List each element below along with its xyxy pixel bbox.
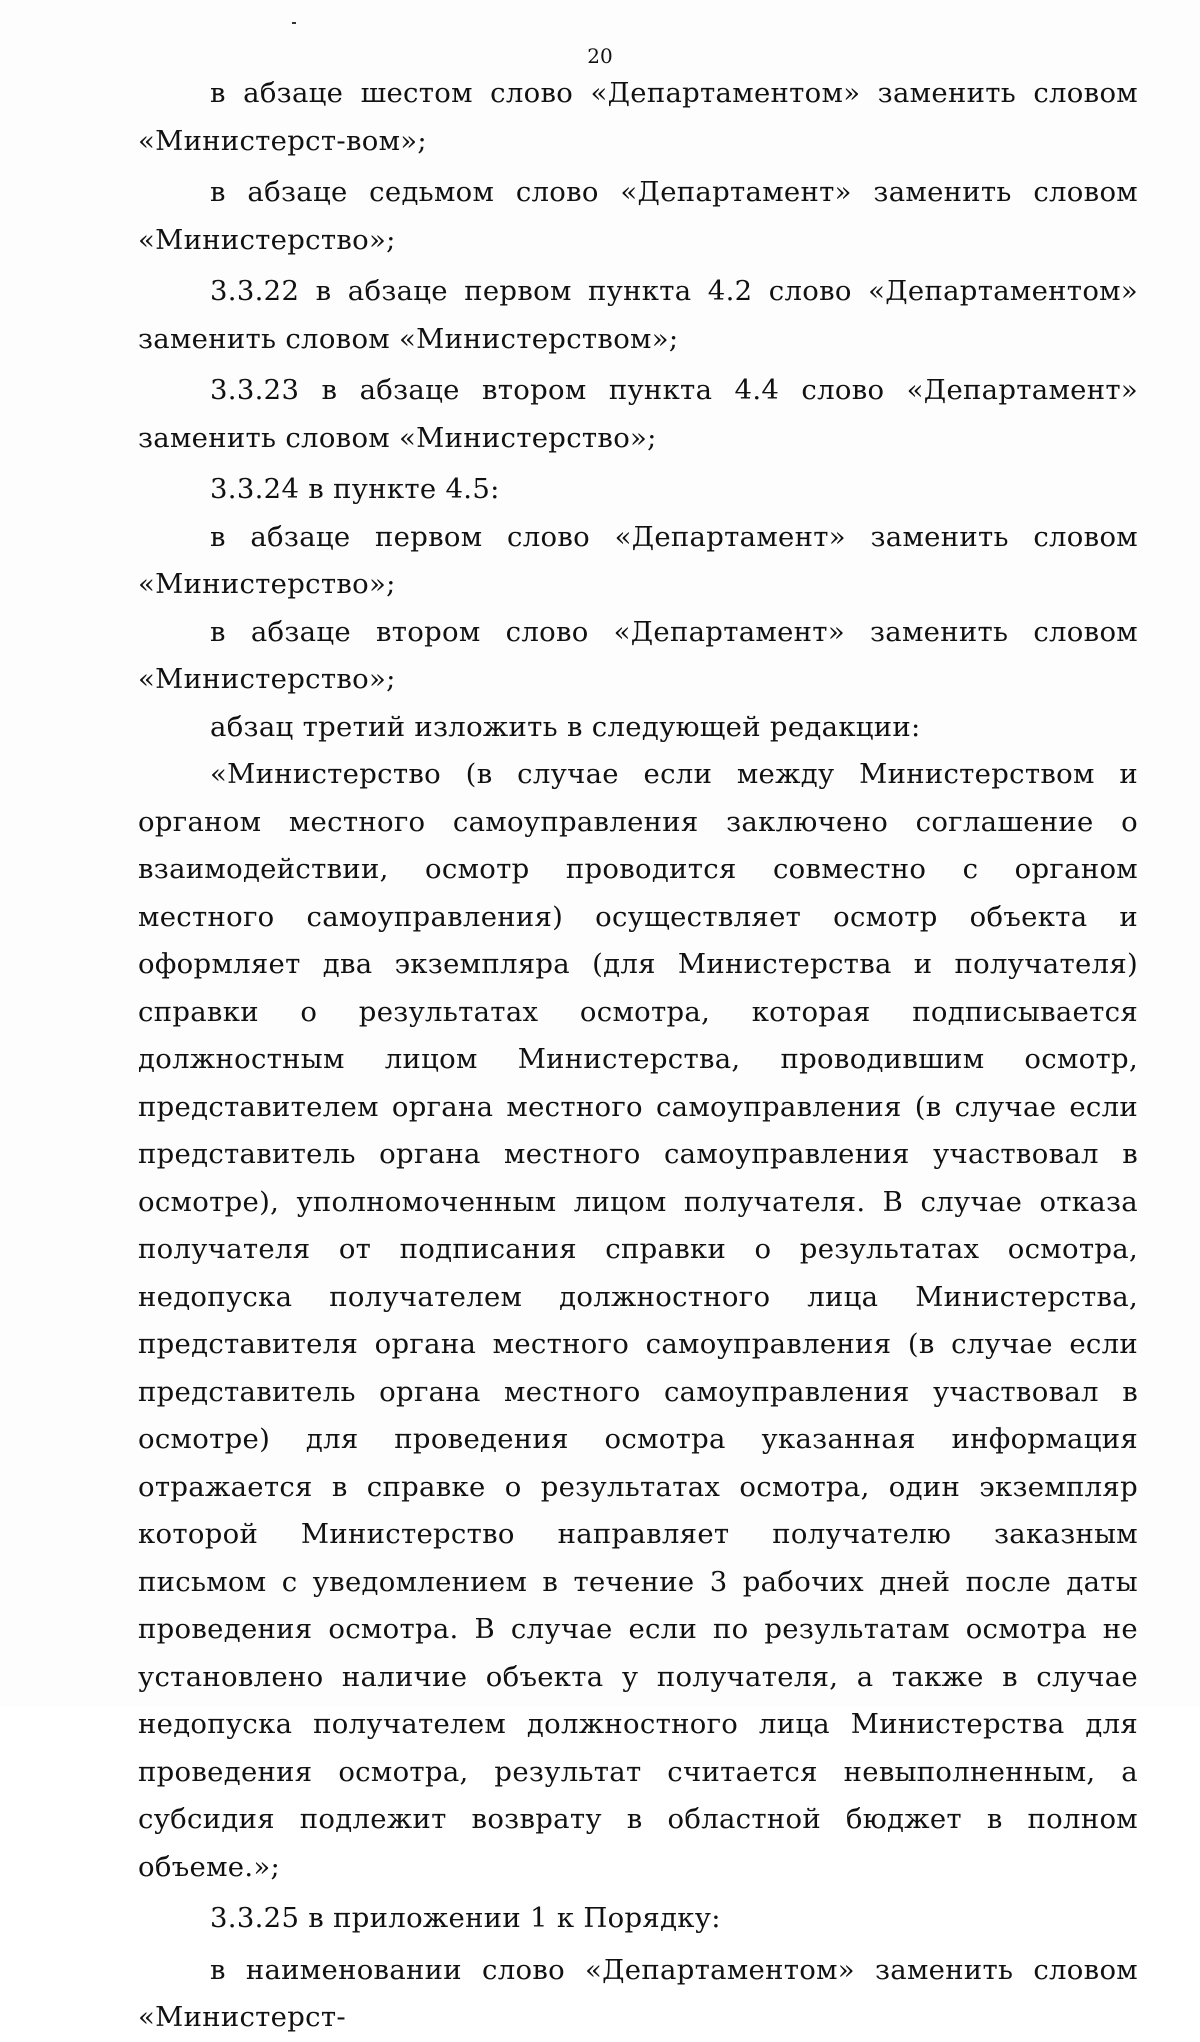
paragraph: 3.3.23 в абзаце втором пункта 4.4 слово «Департамент» заменить словом «Министерство»; [138,374,1138,454]
paragraph: в абзаце шестом слово «Департаментом» заменить словом «Министерст-вом»; [138,77,1138,157]
paragraph: 3.3.25 в приложении 1 к Порядку: [210,1902,721,1934]
paragraph: в абзаце седьмом слово «Департамент» заменить словом «Министерство»; [138,176,1138,256]
paragraph: в абзаце втором слово «Департамент» заменить словом «Министерство»; [138,615,1138,695]
paragraph: 3.3.22 в абзаце первом пункта 4.2 слово «Департаментом» заменить словом «Министерством»; [138,275,1138,355]
scan-artifact [292,22,296,24]
paragraph: в абзаце первом слово «Департамент» заменить словом «Министерство»; [138,520,1138,600]
paragraph: в наименовании слово «Департаментом» заменить словом «Министерст- [138,1953,1138,2033]
paragraph: 3.3.24 в пункте 4.5: [210,473,500,505]
paragraph: «Министерство (в случае если между Министерством и органом местного самоуправления заключено соглашение о взаимодействии, осмотр проводится совместно с органом местного самоуправления) осуществляет осмотр объекта и оформляет два экземпляра (для Министерства и получателя) справки о результатах осмотра, которая подписывается должностным лицом Министерства, проводившим осмотр, представителем органа местного самоуправления (в случае если представитель органа местного самоуправления участвовал в осмотре), уполномоченным лицом получателя. В случае отказа получателя от подписания справки о результатах осмотра, недопуска получателем должностного лица Министерства, представителя органа местного самоуправления (в случае если представитель органа местного самоуправления участвовал в осмотре) для проведения осмотра указанная информация отражается в справке о результатах осмотра, один экземпляр которой Министерство направляет получателю заказным письмом с уведомлением в течение 3 рабочих дней после даты проведения осмотра. В случае если по результатам осмотра не установлено наличие объекта у получателя, а также в случае недопуска получателем должностного лица Министерства для проведения осмотра, результат считается невыполненным, а субсидия подлежит возврату в областной бюджет в полном объеме.»; [138,758,1138,1883]
page-number: 20 [587,44,613,68]
document-body [138,70,1138,2042]
paragraph: абзац третий изложить в следующей редакции: [210,710,921,743]
